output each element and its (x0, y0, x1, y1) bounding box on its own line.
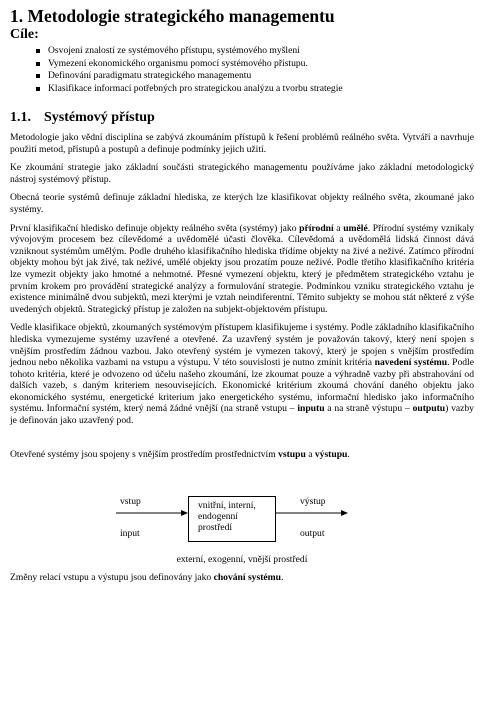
square-bullet-icon (36, 62, 40, 66)
goals-label: Cíle: (10, 27, 39, 42)
diagram-caption: externí, exogenní, vnější prostředí (176, 554, 308, 566)
paragraph: Vedle klasifikace objektů, zkoumaných systémovým přístupem klasifikujeme i systémy. Podle základního klasifikačního hlediska vymezujeme systémy uzavřené a otevřené. Za uzavřený systém je považován takový, který není spojen s vnějším prostředím žádnou vazbou. Jako otevřený systém je vymezen takový, který je spojen s vnějším prostředím jednou nebo několika vazbami na vstupu a výstupu. V této souvislosti je nutno zmínit kritéria navedení systému. Podle tohoto kritéria, které je odvozeno od účelu našeho zkoumání, lze zkoumat pouze a výhradně vazby při abstrahování od dalších vazeb, s daným kriteriem nesouvisejících. Ekonomické kritérium zkoumá chování daného objektu jako ekonomického systému, energetické kriterium jako energetického systému, informační hledisko jako informačního systému. Informační systém, který nemá žádné vnější (na straně vstupu – inputu a na straně výstupu – outputu) vazby je definován jako uzavřený pod. (10, 322, 474, 427)
list-item: Definování paradigmatu strategického managementu (36, 70, 474, 83)
paragraph: Otevřené systémy jsou spojeny s vnějším prostředím prostřednictvím vstupu a výstupu. (10, 448, 350, 460)
output-label-top: výstup (300, 496, 326, 508)
list-item: Osvojení znalostí ze systémového přístupu, systémového myšlení (36, 45, 474, 58)
paragraph: Změny relací vstupu a výstupu jsou definovány jako chování systému. (10, 572, 284, 584)
paragraph: Metodologie jako vědní disciplína se zabývá zkoumáním přístupů k řešení problémů reálného světa. Vytváří a navrhuje použití metod, přístupů a postupů a definuje podmínky jejich užití. (10, 132, 474, 155)
input-label-bottom: input (120, 528, 140, 540)
list-item: Klasifikace informací potřebných pro strategickou analýzu a tvorbu strategie (36, 83, 474, 96)
input-arrowhead (181, 510, 188, 516)
section-heading (10, 109, 474, 126)
system-diagram (10, 476, 474, 572)
square-bullet-icon (36, 87, 40, 91)
paragraph: První klasifikační hledisko definuje objekty reálného světa (systémy) jako přírodní a umělé. Přírodní systémy vznikaly vývojovým procesem bez cílevědomé a uvědomělé účasti člověka. Cílevědomá a uvědomělá lidská činnost dává vzniknout systémům umělým. Podle druhého klasifikačního hlediska třídíme objekty na živé a neživé. Zatímco přírodní objekty mohou být jak živé, tak neživé, umělé objekty jsou prozatím pouze neživé. Podle třetího klasifikačního kritéria lze vymezit objekty jako hmotné a nehmotné. Přesné vymezení objektu, který je předmětem strategického vztahu je prvním krokem pro provádění strategické analýzy a formulování strategie. Podmínkou vzniku strategického vztahu je existence minimálně dvou subjektů, mezi kterými je vztah neindiferentní. Těmito subjekty se mohou stát některé z výše uvedených objektů. Strategický přístup je založen na subjekt-objektovém přístupu. (10, 222, 474, 315)
paragraph: Obecná teorie systémů definuje základní hlediska, ze kterých lze klasifikovat objekty reálného světa, zkoumané jako systémy. (10, 192, 474, 215)
square-bullet-icon (36, 74, 40, 78)
section-title: Systémový přístup (44, 110, 155, 125)
internal-environment-box: vnitřní, interní, endogenní prostředí (188, 496, 276, 542)
chapter-heading: 1. Metodologie strategického managementu (10, 6, 335, 26)
output-arrowhead (341, 510, 348, 516)
list-item: Vymezení ekonomického organismu pomocí systémového přístupu. (36, 58, 474, 71)
goals-list (10, 45, 474, 95)
input-label-top: vstup (120, 496, 141, 508)
output-label-bottom: output (300, 528, 325, 540)
paragraph: Ke zkoumání strategie jako základní součásti strategického managementu používáme jako základní metodologický nástroj systémový přístup. (10, 162, 474, 185)
section-number: 1.1. (10, 110, 31, 125)
square-bullet-icon (36, 49, 40, 53)
